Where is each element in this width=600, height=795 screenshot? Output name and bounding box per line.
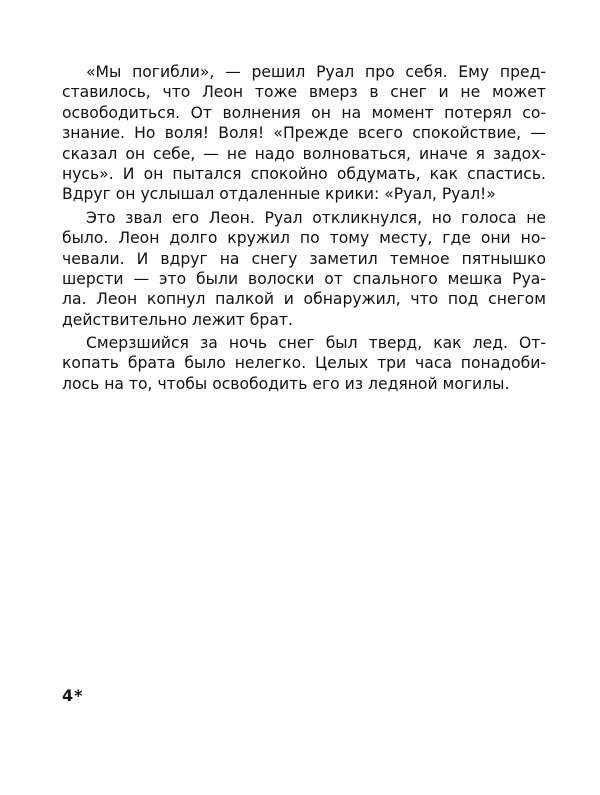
text-line: лось на то, чтобы освободить его из ледяной могилы. [62, 374, 510, 393]
text-line: было. Леон долго кружил по тому месту, где они но- [62, 229, 546, 248]
text-line: ставилось, что Леон тоже вмерз в снег и не может [62, 83, 546, 102]
text-line: действительно лежит брат. [62, 310, 293, 329]
text-line: шерсти — это были волоски от спального мешка Руа- [62, 269, 546, 288]
text-line: ла. Леон копнул палкой и обнаружил, что под снегом [62, 290, 546, 309]
text-line: освободиться. От волнения он на момент потерял со- [62, 103, 546, 122]
text-line: Это звал его Леон. Руал откликнулся, но голоса не [86, 208, 546, 227]
page-number: 4* [62, 686, 84, 705]
text-line: чевали. И вдруг на снегу заметил темное пятнышко [62, 249, 546, 268]
text-line: знание. Но воля! Воля! «Прежде всего спокойствие, — [62, 124, 546, 143]
text-line: сказал он себе, — не надо волноваться, иначе я задох- [62, 144, 546, 163]
paragraph-1 [62, 62, 546, 205]
text-line: копать брата было нелегко. Целых три часа понадоби- [62, 354, 546, 373]
text-line: нусь». И он пытался спокойно обдумать, как спастись. [62, 164, 546, 183]
body-text [62, 62, 546, 394]
text-line: Смерзшийся за ночь снег был тверд, как лед. От- [86, 334, 546, 353]
paragraph-3 [62, 333, 546, 394]
text-line: «Мы погибли», — решил Руал про себя. Ему пред- [86, 63, 546, 81]
text-line: Вдруг он услышал отдаленные крики: «Руал, Руал!» [62, 185, 496, 204]
paragraph-2 [62, 208, 546, 330]
